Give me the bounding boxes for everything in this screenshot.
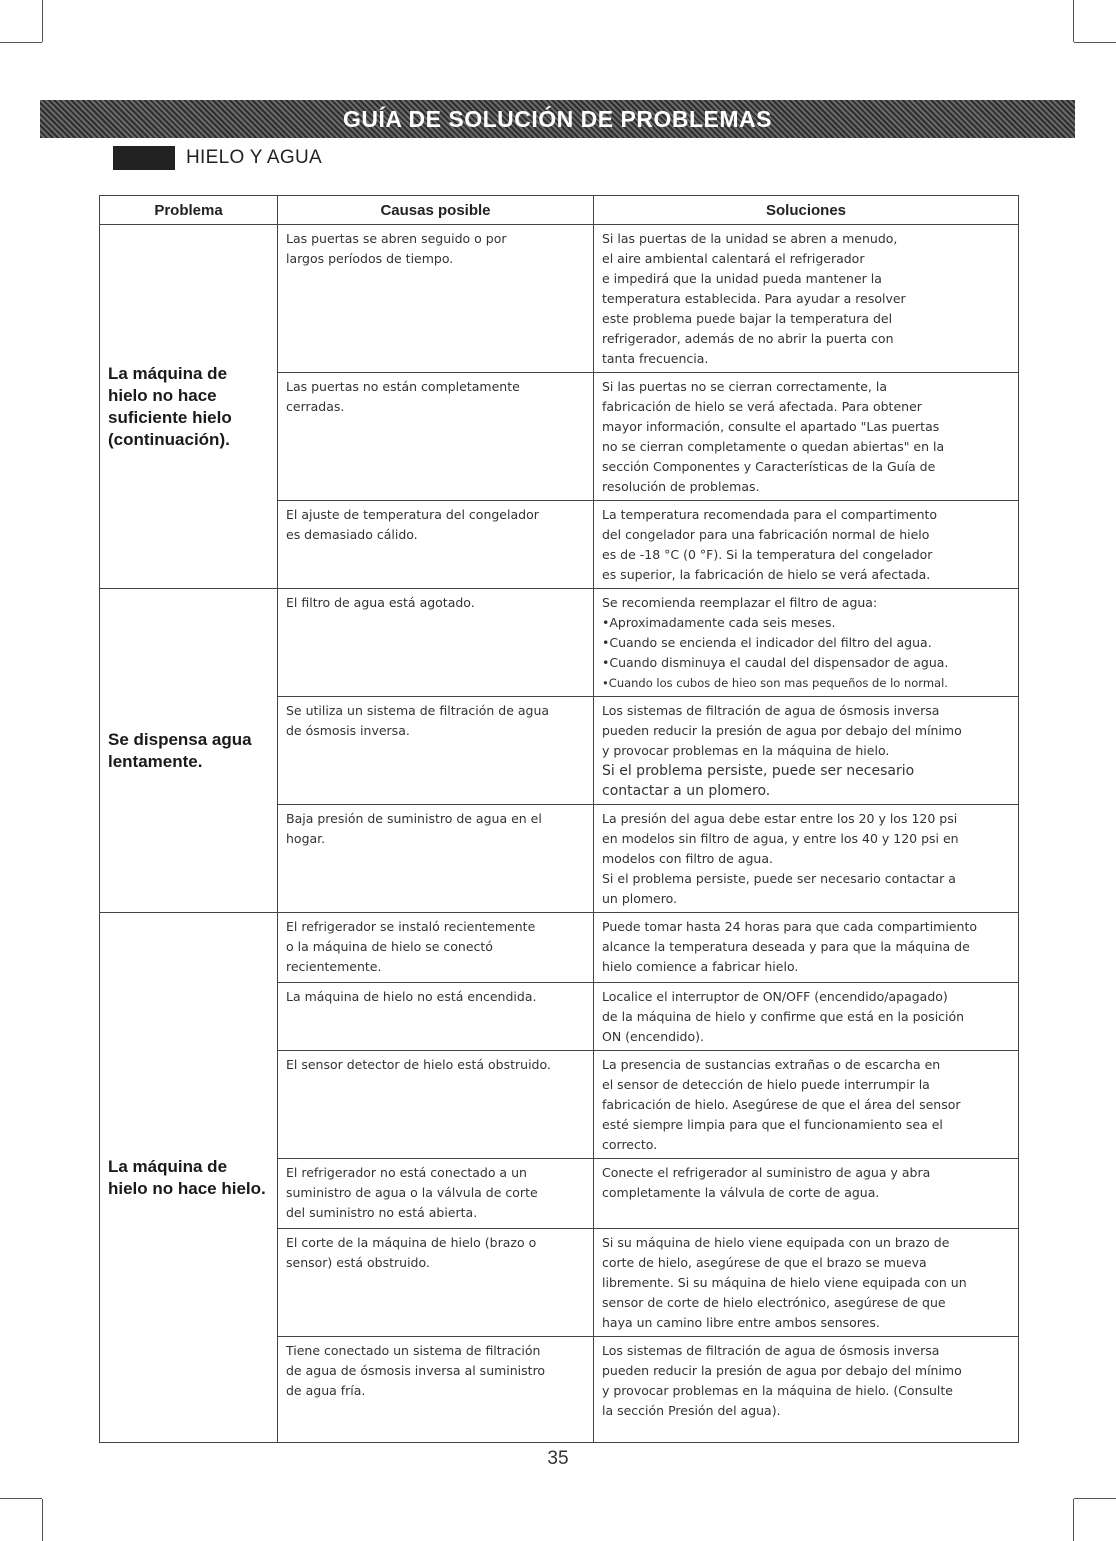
- header-solutions: Soluciones: [594, 196, 1019, 225]
- solution-text: Los sistemas de filtración de agua de ósmosis inversa pueden reducir la presión de agua por debajo del mínimo y provocar problemas en la máquina de hielo.: [602, 703, 962, 758]
- solution-cell: La presencia de sustancias extrañas o de escarcha en el sensor de detección de hielo puede interrumpir la fabricación de hielo. Asegúrese de que el área del sensor esté siempre limpia para que el funcionamiento sea el correcto.: [594, 1051, 1019, 1159]
- cause-cell: Baja presión de suministro de agua en el hogar.: [278, 805, 594, 913]
- crop-mark: [0, 42, 42, 43]
- solution-cell: Puede tomar hasta 24 horas para que cada compartimiento alcance la temperatura deseada y para que la máquina de hielo comience a fabricar hielo.: [594, 913, 1019, 983]
- cause-cell: El corte de la máquina de hielo (brazo o sensor) está obstruido.: [278, 1229, 594, 1337]
- crop-mark: [42, 0, 43, 42]
- solution-cell: La presión del agua debe estar entre los 20 y los 120 psi en modelos sin filtro de agua, y entre los 40 y 120 psi en modelos con filtro de agua. Si el problema persiste, puede ser necesario contactar a un plomero.: [594, 805, 1019, 913]
- cause-cell: Las puertas se abren seguido o por largos períodos de tiempo.: [278, 225, 594, 373]
- cause-cell: Tiene conectado un sistema de filtración de agua de ósmosis inversa al suministro de agua fría.: [278, 1337, 594, 1443]
- crop-mark: [1074, 42, 1116, 43]
- header-causes: Causas posible: [278, 196, 594, 225]
- solution-cell: Si su máquina de hielo viene equipada con un brazo de corte de hielo, asegúrese de que el brazo se mueva libremente. Si su máquina de hielo viene equipada con un sensor de corte de hielo electrónico, asegúrese de que haya un camino libre entre ambos sensores.: [594, 1229, 1019, 1337]
- solution-text: Se recomienda reemplazar el filtro de agua: •Aproximadamente cada seis meses. •Cuando se encienda el indicador del filtro del agua. •Cuando disminuya el caudal del dispensador de agua.: [602, 595, 949, 670]
- table-header-row: [100, 196, 1019, 225]
- solution-cell: [594, 589, 1019, 697]
- solution-cell: Si las puertas no se cierran correctamente, la fabricación de hielo se verá afectada. Para obtener mayor información, consulte el apartado "Las puertas no se cierran completamente o quedan abiertas" en la sección Componentes y Características de la Guía de resolución de problemas.: [594, 373, 1019, 501]
- solution-cell: Los sistemas de filtración de agua de ósmosis inversa pueden reducir la presión de agua por debajo del mínimo y provocar problemas en la máquina de hielo. (Consulte la sección Presión del agua).: [594, 1337, 1019, 1443]
- crop-mark: [0, 1498, 42, 1499]
- solution-cell: Localice el interruptor de ON/OFF (encendido/apagado) de la máquina de hielo y confirme que está en la posición ON (encendido).: [594, 983, 1019, 1051]
- crop-mark: [1074, 1498, 1116, 1499]
- solution-cell: Conecte el refrigerador al suministro de agua y abra completamente la válvula de corte de agua.: [594, 1159, 1019, 1229]
- solution-cell: La temperatura recomendada para el compartimento del congelador para una fabricación normal de hielo es de -18 °C (0 °F). Si la temperatura del congelador es superior, la fabricación de hielo se verá afectada.: [594, 501, 1019, 589]
- crop-mark: [1073, 1499, 1074, 1541]
- cause-cell: El refrigerador no está conectado a un suministro de agua o la válvula de corte del suministro no está abierta.: [278, 1159, 594, 1229]
- cause-cell: El sensor detector de hielo está obstruido.: [278, 1051, 594, 1159]
- problem-cell: La máquina de hielo no hace hielo.: [100, 913, 278, 1443]
- cause-cell: El ajuste de temperatura del congelador es demasiado cálido.: [278, 501, 594, 589]
- cause-cell: Se utiliza un sistema de filtración de agua de ósmosis inversa.: [278, 697, 594, 805]
- problem-cell: La máquina de hielo no hace suficiente hielo (continuación).: [100, 225, 278, 589]
- table-row: [100, 913, 1019, 983]
- page-number: 35: [547, 1448, 569, 1469]
- page-title: GUÍA DE SOLUCIÓN DE PROBLEMAS: [343, 105, 772, 132]
- table-row: [100, 589, 1019, 697]
- table-row: [100, 225, 1019, 373]
- cause-cell: El refrigerador se instaló recientemente o la máquina de hielo se conectó recientemente.: [278, 913, 594, 983]
- header-problem: Problema: [100, 196, 278, 225]
- troubleshooting-table: [99, 195, 1019, 1443]
- solution-cell: [594, 697, 1019, 805]
- solution-note: •Cuando los cubos de hieo son mas pequeños de lo normal.: [602, 676, 948, 690]
- cause-cell: La máquina de hielo no está encendida.: [278, 983, 594, 1051]
- solution-cell: Si las puertas de la unidad se abren a menudo, el aire ambiental calentará el refrigerador e impedirá que la unidad pueda mantener la temperatura establecida. Para ayudar a resolver este problema puede bajar la temperatura del refrigerador, además de no abrir la puerta con tanta frecuencia.: [594, 225, 1019, 373]
- section-heading: [113, 145, 322, 171]
- cause-cell: El filtro de agua está agotado.: [278, 589, 594, 697]
- section-title: HIELO Y AGUA: [186, 147, 322, 168]
- section-marker: [113, 146, 175, 170]
- crop-mark: [42, 1499, 43, 1541]
- crop-mark: [1073, 0, 1074, 42]
- solution-note: Si el problema persiste, puede ser necesario contactar a un plomero.: [602, 763, 915, 799]
- page-banner: [40, 100, 1075, 138]
- cause-cell: Las puertas no están completamente cerradas.: [278, 373, 594, 501]
- problem-cell: Se dispensa agua lentamente.: [100, 589, 278, 913]
